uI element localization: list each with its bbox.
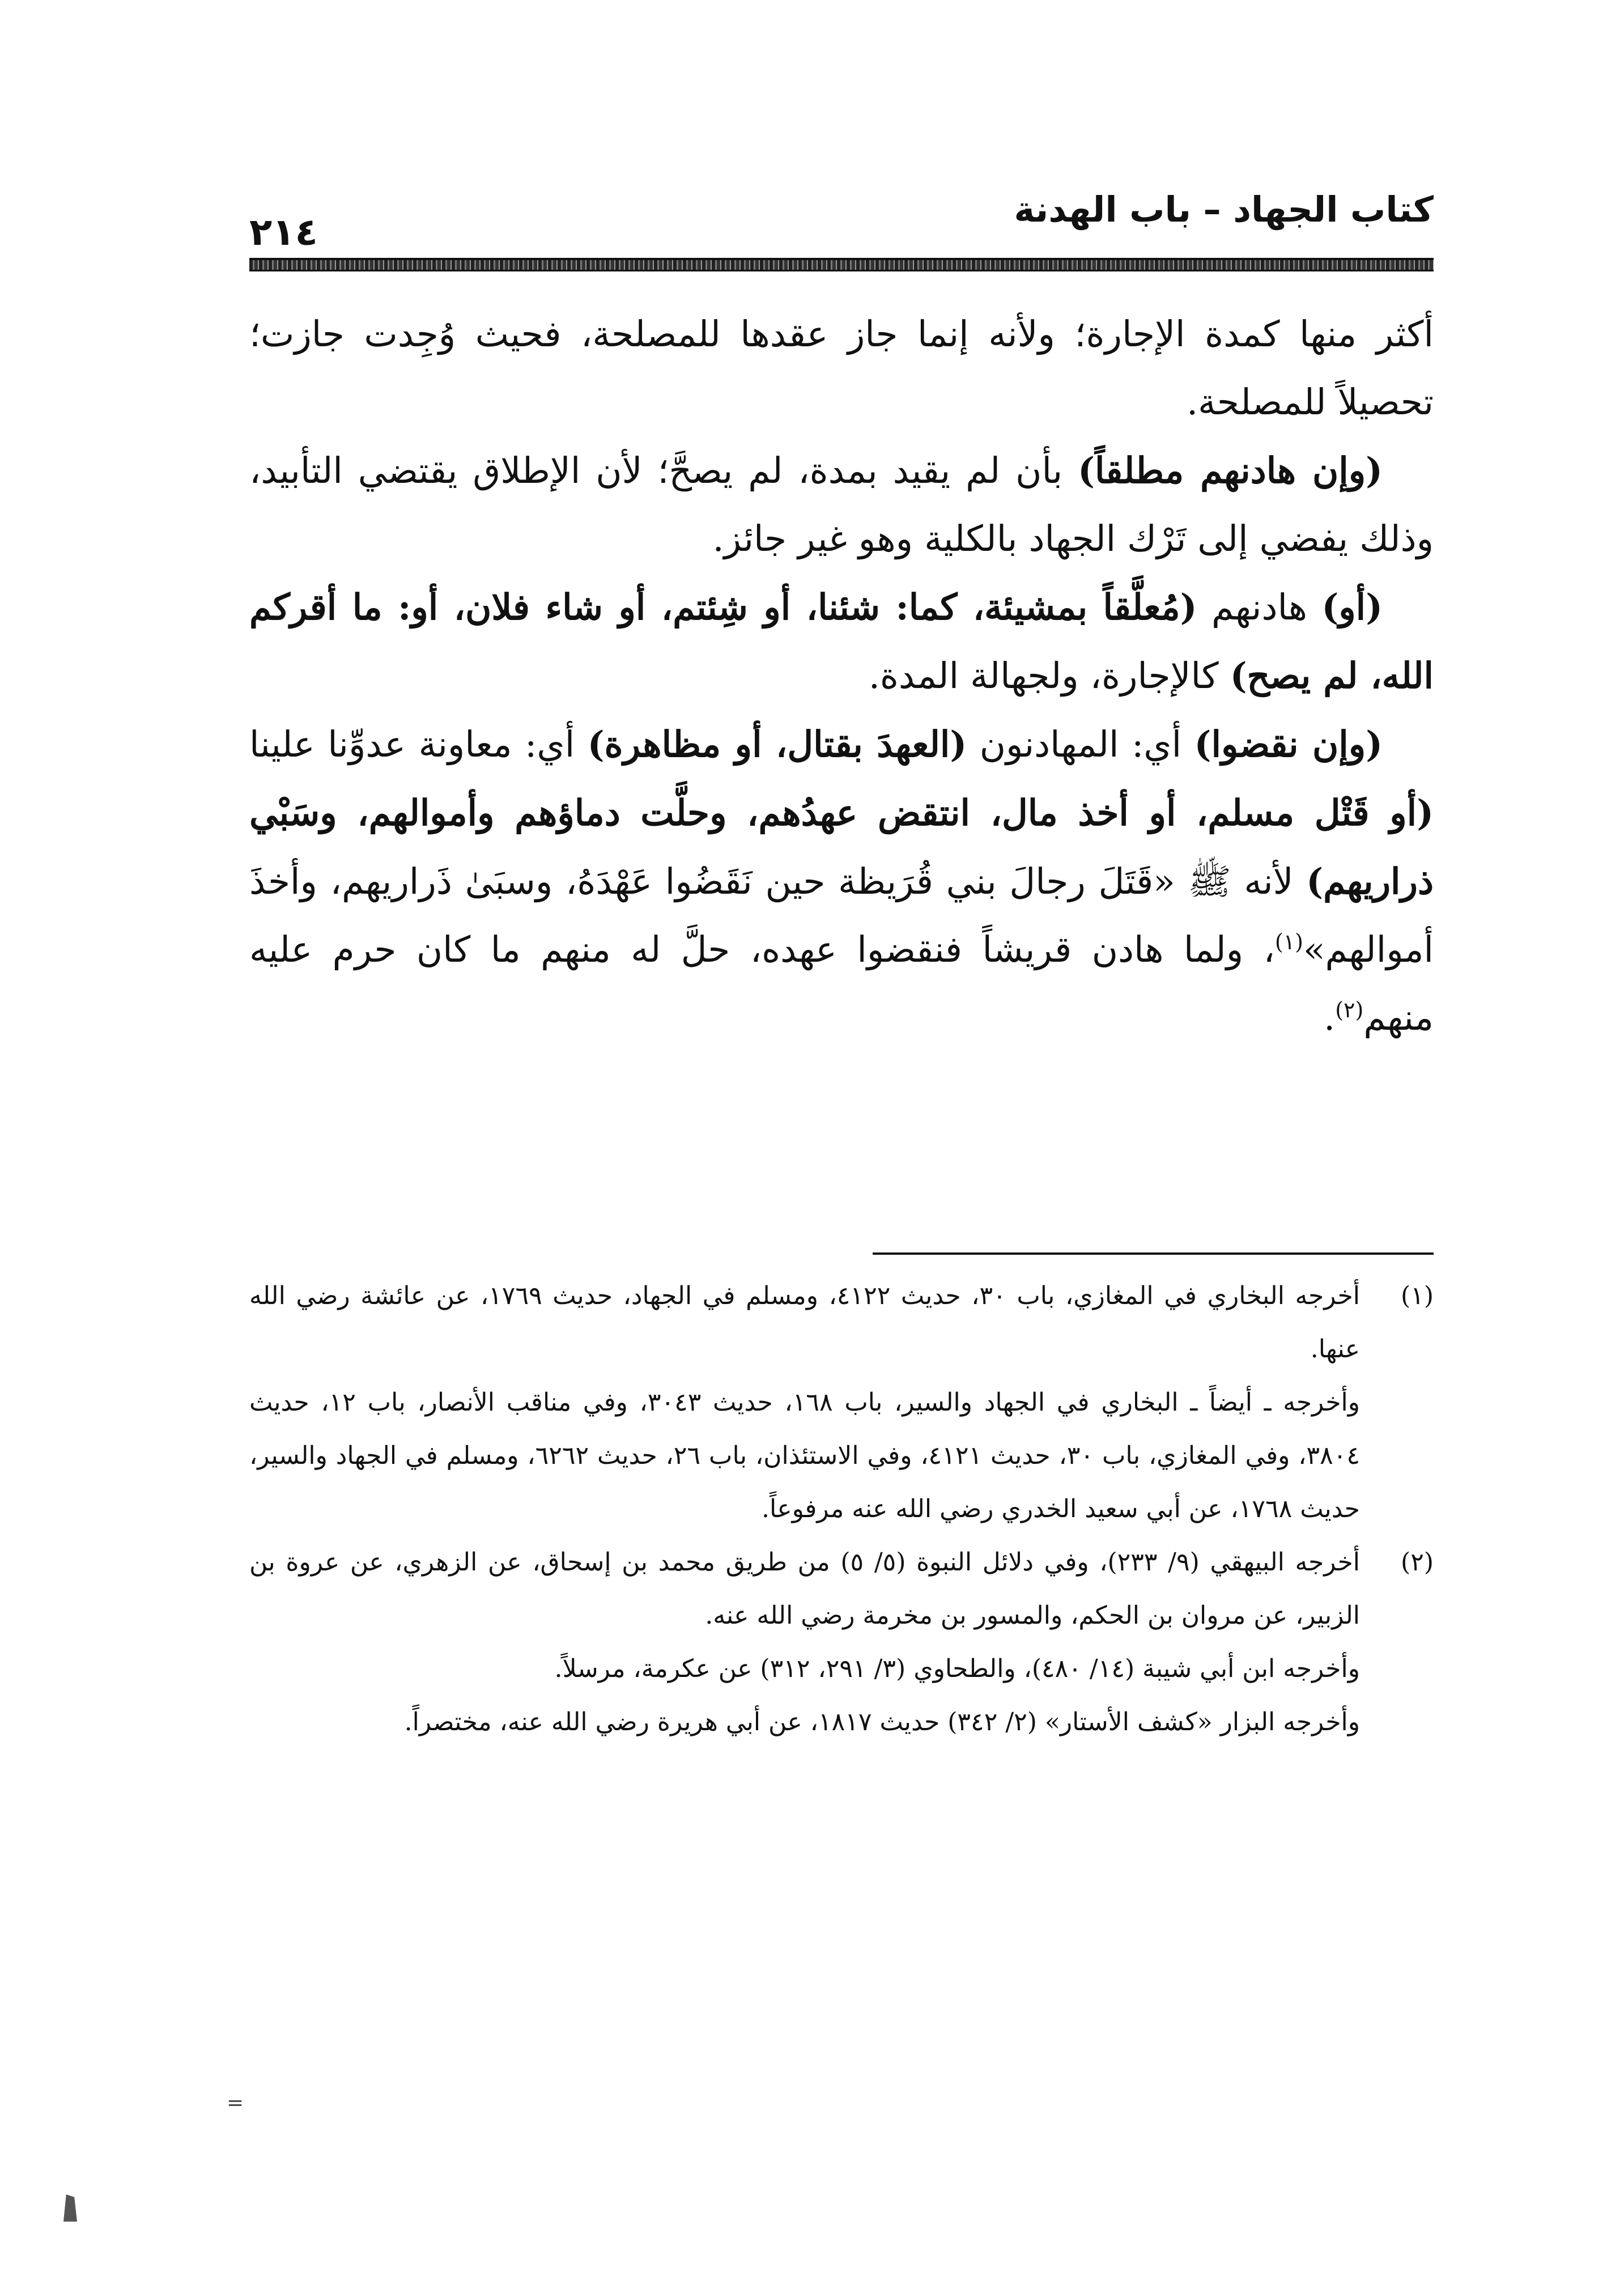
- footnotes: [249, 1269, 1434, 1749]
- footnote-ref-1[interactable]: (١): [1274, 929, 1303, 954]
- commentary-text: أي: المهادنون: [967, 724, 1194, 765]
- footnote-paragraph: أخرجه البيهقي (٩/ ٢٣٣)، وفي دلائل النبوة (٥/ ٥) من طريق محمد بن إسحاق، عن الزهري، عن عروة بن الزبير، عن مروان بن الحكم، والمسور بن مخرمة رضي الله عنه.: [249, 1548, 1361, 1630]
- matn-text: (أو قَتْل مسلم، أو أخذ مال، انتقض عهدُهم، وحلَّت دماؤهم وأموالهم، وسَبْي ذراريهم): [249, 792, 1434, 902]
- commentary-text: بأن لم يقيد بمدة، لم يصحَّ؛ لأن الإطلاق يقتضي التأبيد، وذلك يفضي إلى تَرْك الجهاد بالكلية وهو غير جائز.: [249, 450, 1434, 559]
- footnote-number: (٢): [1401, 1548, 1434, 1577]
- footnote-paragraph: وأخرجه البزار «كشف الأستار» (٢/ ٣٤٢) حديث ١٨١٧، عن أبي هريرة رضي الله عنه، مختصراً.: [404, 1708, 1360, 1736]
- matn-text: (العهدَ بقتال، أو مظاهرة): [587, 723, 967, 765]
- paragraph-2: [249, 436, 1434, 573]
- footnote-1: [249, 1269, 1434, 1376]
- commentary-text: ، ولما هادن قريشاً فنقضوا عهده، حلَّ له منهم ما كان حرم عليه منهم: [249, 929, 1434, 1038]
- header-rule: [249, 258, 1434, 271]
- footnote-paragraph: وأخرجه ابن أبي شيبة (١٤/ ٤٨٠)، والطحاوي (٣/ ٢٩١، ٣١٢) عن عكرمة، مرسلاً.: [554, 1654, 1360, 1683]
- stray-mark: =: [227, 2091, 244, 2114]
- main-text: [249, 300, 1434, 1052]
- matn-text: (وإن نقضوا): [1194, 723, 1383, 765]
- footnote-paragraph: وأخرجه ـ أيضاً ـ البخاري في الجهاد والسير، باب ١٦٨، حديث ٣٠٤٣، وفي مناقب الأنصار، باب ١٢، حديث ٣٨٠٤، وفي المغازي، باب ٣٠، حديث ٤١٢١، وفي الاستئذان، باب ٢٦، حديث ٦٢٦٢، ومسلم في الجهاد والسير، حديث ١٧٦٨، عن أبي سعيد الخدري رضي الله عنه مرفوعاً.: [249, 1388, 1361, 1523]
- footnote-ref-2[interactable]: (٢): [1335, 997, 1364, 1022]
- paragraph-1-text: أكثر منها كمدة الإجارة؛ ولأنه إنما جاز عقدها للمصلحة، فحيث وُجِدت جازت؛ تحصيلاً للمصلحة.: [249, 313, 1434, 423]
- footnote-paragraph: أخرجه البخاري في المغازي، باب ٣٠، حديث ٤١٢٢، ومسلم في الجهاد، حديث ١٧٦٩، عن عائشة رضي الله عنها.: [249, 1281, 1361, 1364]
- commentary-text: .: [1324, 997, 1336, 1038]
- matn-text: (وإن هادنهم مطلقاً): [1078, 449, 1383, 491]
- scan-corner-mark: [63, 2194, 77, 2222]
- commentary-text: أي: معاونة عدوِّنا علينا: [249, 724, 588, 765]
- page-number: ٢١٤: [249, 210, 318, 254]
- paragraph-1: [249, 300, 1434, 436]
- running-title: كتاب الجهاد – باب الهدنة: [1014, 189, 1434, 230]
- paragraph-4: [249, 710, 1434, 1052]
- footnote-separator: [873, 1252, 1434, 1255]
- commentary-text: هادنهم: [1197, 587, 1322, 628]
- matn-text: (أو): [1321, 586, 1383, 628]
- page-header: [249, 187, 1434, 255]
- footnote-2: [249, 1536, 1434, 1642]
- commentary-text: لأنه ﷺ «قَتَلَ رجالَ بني قُرَيظة حين نَقَضُوا عَهْدَهُ، وسبَىٰ ذَراريهم، وأخذَ أموالهم»: [249, 861, 1434, 970]
- commentary-text: كالإجارة، ولجهالة المدة.: [868, 655, 1230, 697]
- matn-text: (مُعلَّقاً بمشيئة، كما: شئنا، أو شِئتم، أو شاء فلان، أو: ما أقركم الله، لم يصح): [249, 586, 1434, 697]
- footnote-number: (١): [1401, 1281, 1434, 1310]
- paragraph-3: [249, 573, 1434, 710]
